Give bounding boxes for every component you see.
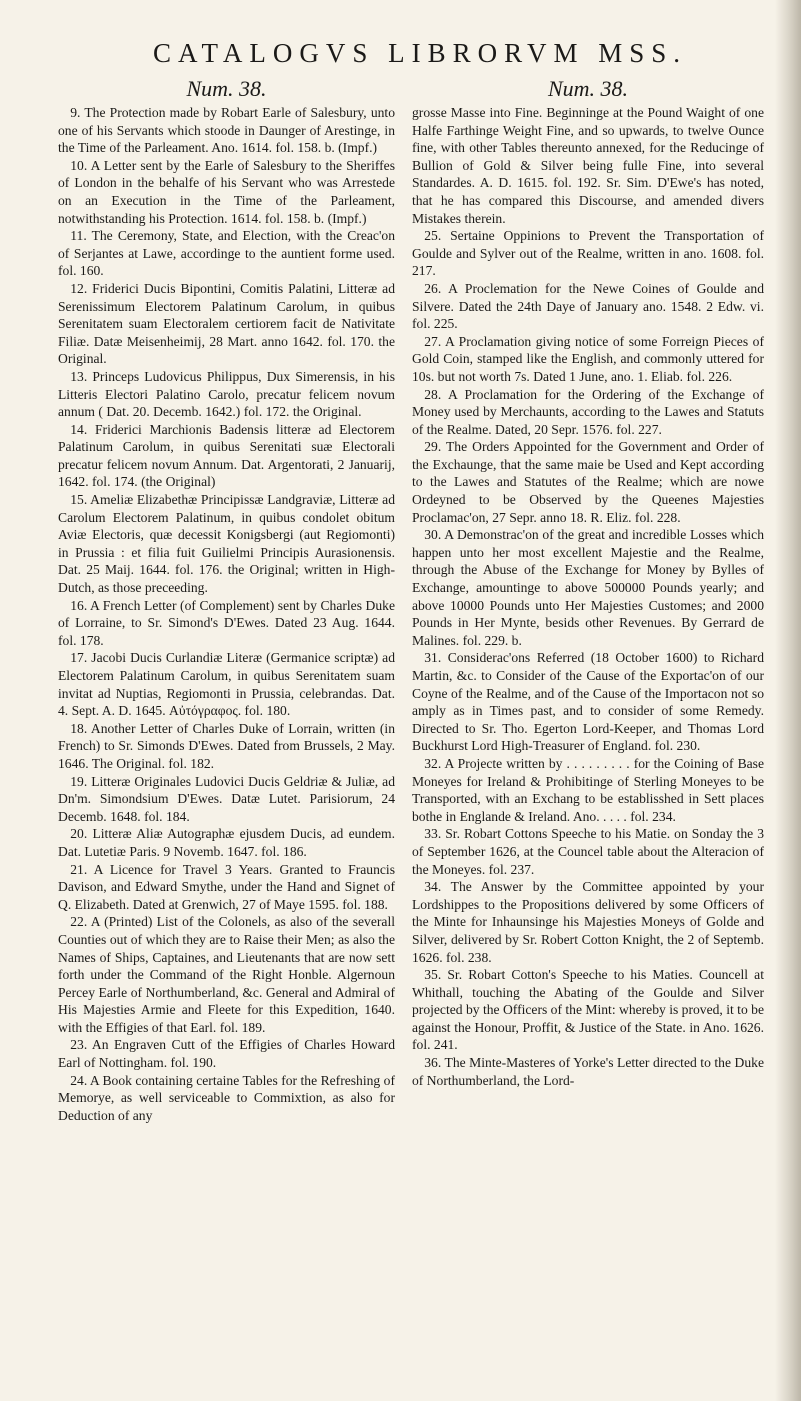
catalog-entry-34: 34. The Answer by the Committee appointed by your Lordshippes to the Propositions delivered by some Officers of the Minte for Inhaunsinge his Majesties Moneys of Golde and Silver, delivered by Sr. Robert Cotton Knight, the 2 of Septemb. 1626. fol. 238. xyxy=(412,879,764,965)
catalog-entry-29: 29. The Orders Appointed for the Government and Order of the Exchaunge, that the same maie be Used and Kept according to the Lawes and Statutes of the Realme; which are nowe Ordeyned to be Observed by the Queenes Majesties Proclamac'on, 27 Sepr. anno 18. R. Eliz. fol. 228. xyxy=(412,439,764,525)
catalog-entry-31: 31. Considerac'ons Referred (18 October 1600) to Richard Martin, &c. to Consider of the Cause of the Exportac'on of our Coyne of the Realme, and of the Cause of the Importacon not so amply as in Times past, and to consider of some Remedy. Directed to Sr. Tho. Egerton Lord-Keeper, and Thomas Lord Buckhurst Lord High-Treasurer of England. fol. 230. xyxy=(412,650,764,754)
left-column xyxy=(58,76,395,1124)
catalog-entry-20: 20. Litteræ Aliæ Autographæ ejusdem Ducis, ad eundem. Dat. Lutetiæ Paris. 9 Novemb. 1647. fol. 186. xyxy=(58,826,395,859)
catalog-entry-32: 32. A Projecte written by . . . . . . . . . for the Coining of Base Moneyes for Ireland & Prohibitinge of Sterling Moneyes to be Transported, with an Exchang to be establisshed in Sett places bothe in Englande & Ireland. Ano. . . . . fol. 234. xyxy=(412,755,764,824)
right-column xyxy=(412,76,764,1089)
catalog-entry-22: 22. A (Printed) List of the Colonels, as also of the severall Counties out of which they are to Raise their Men; as also the Names of Ships, Captaines, and Lieutenants that are now sett forth under the Command of the Right Honble. Algernoun Percey Earle of Northumberland, &c. General and Admiral of His Majesties Armie and Fleete for this Expedition, 1640. with the Effigies of that Earl. fol. 189. xyxy=(58,914,395,1035)
left-column-title: Num. 38. xyxy=(186,76,267,101)
catalog-entry-26: 26. A Proclemation for the Newe Coines of Goulde and Silvere. Dated the 24th Daye of January ano. 1548. 2 Edw. vi. fol. 225. xyxy=(412,280,764,332)
right-column-title: Num. 38. xyxy=(547,76,629,101)
catalog-entry-36: 36. The Minte-Masteres of Yorke's Letter directed to the Duke of Northumberland, the Lord- xyxy=(412,1055,764,1088)
catalog-entry-23: 23. An Engraven Cutt of the Effigies of Charles Howard Earl of Nottingham. fol. 190. xyxy=(58,1037,395,1071)
catalog-entry-9: 9. The Protection made by Robart Earle of Salesbury, unto one of his Servants which stoode in Daunger of Arestinge, in the Time of the Parleament. Ano. 1614. fol. 158. b. (Impf.) xyxy=(58,105,395,156)
page-edge-shadow xyxy=(775,0,801,1401)
catalog-entry-24-continued: grosse Masse into Fine. Beginninge at the Pound Waight of one Halfe Farthinge Weight Fine, and so upwards, to twelve Ounce fine, with other Tables thereunto annexed, for the Reducinge of Bullion of Gold & Silver being fulle Fine, into several Standardes. A. D. 1615. fol. 192. Sr. Sim. D'Ewe's has noted, that he has compared this Discourse, and amended divers Mistakes therein. xyxy=(412,105,764,226)
catalog-entry-27: 27. A Proclamation giving notice of some Forreign Pieces of Gold Coin, stamped like the English, and commonly uttered for 10s. but not worth 7s. Dated 1 June, ano. 1. Eliab. fol. 226. xyxy=(412,333,764,384)
catalog-entry-24: 24. A Book containing certaine Tables for the Refreshing of Memorye, as well serviceable to Commixtion, as also for Deduction of any xyxy=(58,1072,395,1123)
running-title: CATALOGVS LIBRORVM MSS. xyxy=(153,38,687,68)
catalog-entry-12: 12. Friderici Ducis Bipontini, Comitis Palatini, Litteræ ad Serenissimum Electorem Palatinum Carolum, in quibus Serenitatem suam Electoralem certiorem facit de Nativitate Filiæ. Datæ Meisenheimij, 28 Mart. anno 1642. fol. 170. the Original. xyxy=(58,280,395,367)
catalog-entry-30: 30. A Demonstrac'on of the great and incredible Losses which happen unto her most excellent Majestie and the Realme, through the Abuse of the Exchange for Money by Bylles of Exchange, amountinge to above 500000 Pounds yearly; and above 10000 Pounds unto Her Majesties Customes; and 2000 Pounds in Her Mynte, besids other Revenues. By Gerrard de Malines. fol. 229. b. xyxy=(412,527,764,648)
catalog-entry-15: 15. Ameliæ Elizabethæ Principissæ Landgraviæ, Litteræ ad Carolum Electorem Palatinum, in quibus condolet obitum Aviæ Electoris, quæ decessit Konigsbergi (aut Regiomonti) in Prussia : et filia fuit Guilielmi Principis Aurasionensis. Dat. 25 Maij. 1644. fol. 176. the Original; written in High-Dutch, as those preceeding. xyxy=(58,492,395,596)
catalog-entry-17: 17. Jacobi Ducis Curlandiæ Literæ (Germanice scriptæ) ad Electorem Palatinum Carolum, in quibus Serenitatem suam invitat ad Nuptias, Regiomonti in Prussia, celebrandas. Dat. 4. Sept. A. D. 1645. Αὐτόγραφος. fol. 180. xyxy=(58,650,395,719)
catalog-entry-11: 11. The Ceremony, State, and Election, with the Creac'on of Serjantes at Lawe, accordinge to the auntient forme used. fol. 160. xyxy=(58,228,395,279)
catalog-entry-10: 10. A Letter sent by the Earle of Salesbury to the Sheriffes of London in the behalfe of his Servant who was Arrestede on an Execution in the Time of the Parleament, notwithstanding his Protection. 1614. fol. 158. b. (Impf.) xyxy=(58,157,395,226)
catalog-entry-14: 14. Friderici Marchionis Badensis litteræ ad Electorem Palatinum Carolum, in quibus Serenitati suæ Electorali precatur felicem novum Annum. Dat. Argentorati, 2 Januarij, 1642. fol. 174. (the Original) xyxy=(58,421,395,490)
catalog-entry-13: 13. Princeps Ludovicus Philippus, Dux Simerensis, in his Litteris Electori Palatino Carolo, precatur felicem novum annum ( Dat. 20. Decemb. 1642.) fol. 172. the Original. xyxy=(58,368,395,420)
catalog-entry-25: 25. Sertaine Oppinions to Prevent the Transportation of Goulde and Sylver out of the Realme, written in ano. 1608. fol. 217. xyxy=(412,228,764,279)
catalog-entry-28: 28. A Proclamation for the Ordering of the Exchange of Money used by Merchaunts, according to the Lawes and Statuts of the Realme. Dated, 20 Sepr. 1576. fol. 227. xyxy=(412,386,764,437)
catalog-entry-21: 21. A Licence for Travel 3 Years. Granted to Frauncis Davison, and Edward Smythe, under the Hand and Signet of Q. Elizabeth. Dated at Grenwich, 27 of Maye 1595. fol. 188. xyxy=(58,861,395,912)
catalog-entry-35: 35. Sr. Robart Cotton's Speeche to his Maties. Councell at Whithall, touching the Abating of the Goulde and Silver projected by the Officers of the Mint: whereby is proved, it to be against the Honour, Proffit, & Justice of the State. in Ano. 1626. fol. 241. xyxy=(412,967,764,1053)
catalog-entry-18: 18. Another Letter of Charles Duke of Lorrain, written (in French) to Sr. Simonds D'Ewes. Dated from Brussels, 2 May. 1646. The Original. fol. 182. xyxy=(58,720,395,771)
catalog-entry-16: 16. A French Letter (of Complement) sent by Charles Duke of Lorraine, to Sr. Simond's D'Ewes. Dated 23 Aug. 1644. fol. 178. xyxy=(58,597,395,648)
catalog-entry-19: 19. Litteræ Originales Ludovici Ducis Geldriæ & Juliæ, ad Dn'm. Simondsium D'Ewes. Datæ Lutet. Parisiorum, 24 Decemb. 1648. fol. 184. xyxy=(58,773,395,824)
catalog-entry-33: 33. Sr. Robart Cottons Speeche to his Matie. on Sonday the 3 of September 1626, at the Councel table about the Alteracion of the Moneyes. fol. 237. xyxy=(412,826,764,877)
